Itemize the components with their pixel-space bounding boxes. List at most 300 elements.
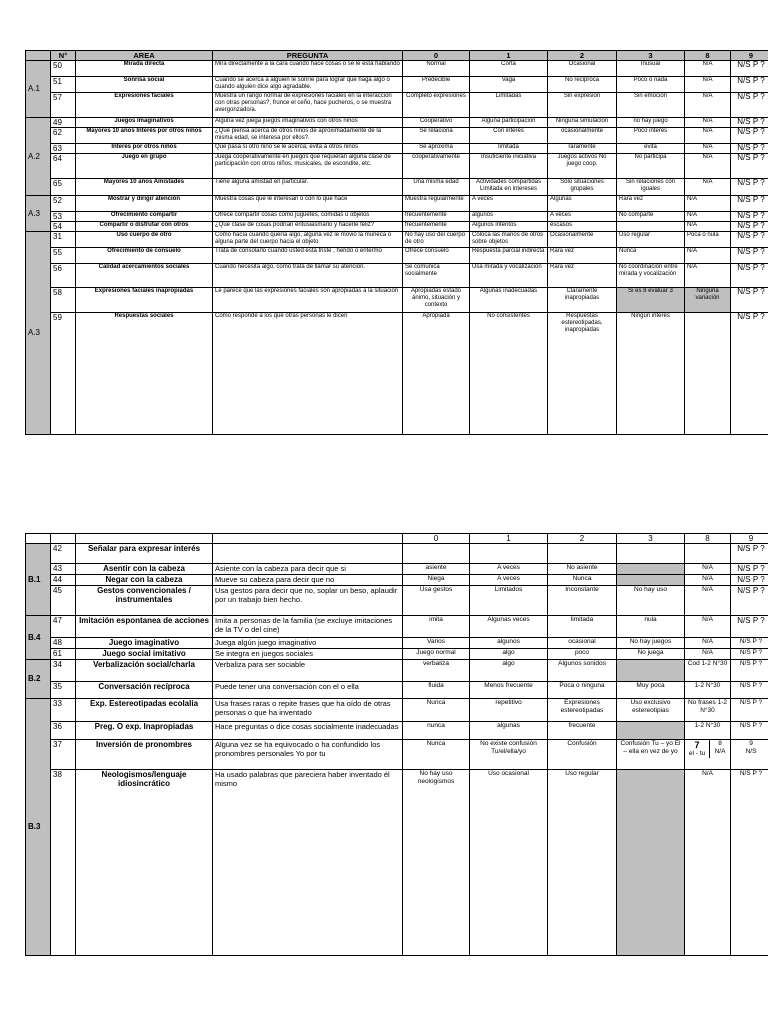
header-score-9: 9 — [731, 534, 768, 544]
score-0-cell: Juego normal — [403, 649, 470, 660]
table-row — [26, 248, 768, 264]
item-area-name: Respuestas sociales — [76, 313, 213, 435]
score-1-cell: Algunas inadecuadas — [470, 288, 548, 313]
score-0-cell: nunca — [403, 722, 470, 740]
score-1-cell: A veces — [470, 575, 548, 586]
score-0-cell: imita — [403, 616, 470, 638]
score-2-cell: Ocasionalmente — [548, 232, 617, 248]
score-1-cell: algunas — [470, 722, 548, 740]
item-number: 47 — [51, 616, 76, 638]
score-1-cell: Limitados — [470, 586, 548, 616]
item-number: 34 — [51, 660, 76, 682]
score-9-cell: N/S P ? — [731, 586, 768, 616]
item-number: 50 — [51, 61, 76, 77]
score-3-cell: Si es 8 evaluar 3 — [617, 288, 685, 313]
item-area-name: Expresiones faciales inapropiadas — [76, 288, 213, 313]
score-3-cell — [617, 722, 685, 740]
score-0-cell: Niega — [403, 575, 470, 586]
item-number: 37 — [51, 740, 76, 770]
item-area-name: Ofrecimiento de consuelo — [76, 248, 213, 264]
header-score-1: 1 — [470, 51, 548, 61]
score-3-cell: no hay juego — [617, 118, 685, 128]
table-row — [26, 638, 768, 649]
item-question: Muestra cosas que le interesan o con lo que hace — [213, 196, 403, 212]
item-area-name: Mayores 10 años Interés por otros niños — [76, 128, 213, 144]
table-row — [26, 649, 768, 660]
score-9-cell: N/S P ? — [731, 722, 768, 740]
score-8-cell: N/A — [685, 179, 731, 196]
score-8-cell: N/A — [685, 649, 731, 660]
score-8-cell: N/A — [685, 128, 731, 144]
item-question: Imita a personas de la familia (se excluye imitaciones de la TV o del cine) — [213, 616, 403, 638]
item-area-name: Ofrecimiento compartir — [76, 212, 213, 222]
score-9-cell: N/S P ? — [731, 222, 768, 232]
item-number: 55 — [51, 248, 76, 264]
item-number: 48 — [51, 638, 76, 649]
header-score-8: 8 — [685, 534, 731, 544]
score-1-cell: No consistentes — [470, 313, 548, 435]
score-0-cell: Apropiadas estado ánimo, situación y contexto — [403, 288, 470, 313]
score-9-cell: N/S P ? — [731, 544, 768, 564]
score-9-cell: N/S P ? — [731, 179, 768, 196]
item-area-name: Interés por otros niños — [76, 144, 213, 154]
score-1-cell: A veces — [470, 564, 548, 575]
header-area: AREA — [76, 51, 213, 61]
score-2-cell: Ninguna simulación — [548, 118, 617, 128]
item-number: 64 — [51, 154, 76, 179]
item-number: 31 — [51, 232, 76, 248]
score-8-cell: N/A — [685, 222, 731, 232]
item-number: 38 — [51, 770, 76, 956]
item-area-name: Exp. Estereotipadas ecolalia — [76, 699, 213, 722]
header-blank — [26, 534, 51, 544]
area-code: A.2 — [26, 118, 51, 196]
area-code: A.1 — [26, 61, 51, 118]
score-0-cell: Se comunica socialmente — [403, 264, 470, 288]
score-9-cell: N/S P ? — [731, 770, 768, 956]
score-0-cell: No hay uso neologismos — [403, 770, 470, 956]
item-number: 62 — [51, 128, 76, 144]
table-row — [26, 222, 768, 232]
score-8-cell: N/A — [685, 616, 731, 638]
score-2-cell: Poca o ninguna — [548, 682, 617, 699]
table-row — [26, 288, 768, 313]
item-question: Verbaliza para ser sociable — [213, 660, 403, 682]
score-9-cell: N/S P ? — [731, 212, 768, 222]
score-9-cell: N/S P ? — [731, 232, 768, 248]
item-number: 65 — [51, 179, 76, 196]
table-row — [26, 544, 768, 564]
assessment-table-1 — [25, 50, 768, 435]
area-code: B.1 — [26, 544, 51, 616]
table-row — [26, 740, 768, 770]
score-8-cell — [685, 544, 731, 564]
score-2-cell: No reciproca — [548, 77, 617, 93]
score-3-cell: Sin emoción — [617, 93, 685, 118]
item-area-name: Conversación recíproca — [76, 682, 213, 699]
score-8-cell: N/A — [685, 93, 731, 118]
item-question: Se integra en juegos sociales — [213, 649, 403, 660]
table-row — [26, 212, 768, 222]
item-question: Como responde a los que otras personas le dicen — [213, 313, 403, 435]
score-8-split-cell — [685, 740, 731, 770]
score-2-cell: Confusión — [548, 740, 617, 770]
score-3-cell: No participa — [617, 154, 685, 179]
item-area-name: Inversión de pronombres — [76, 740, 213, 770]
header-score-3: 3 — [617, 534, 685, 544]
score-9-cell: N/S P ? — [731, 313, 768, 435]
score-3-cell: Uso exclusivo estereotipias — [617, 699, 685, 722]
score-3-cell: Poco interés — [617, 128, 685, 144]
item-number: 49 — [51, 118, 76, 128]
score-8-note: N/A — [714, 748, 726, 755]
item-question: Asiente con la cabeza para decir que si — [213, 564, 403, 575]
score-1-cell: No existe confusión Tu/el/ella/yo — [470, 740, 548, 770]
score-0-cell: Muestra regularmente — [403, 196, 470, 212]
score-0-cell: Predecible — [403, 77, 470, 93]
score-3-cell — [617, 222, 685, 232]
score-2-cell: ocasionalmente — [548, 128, 617, 144]
score-8-cell: 1-2 N°30 — [685, 682, 731, 699]
table-row — [26, 660, 768, 682]
score-2-cell: poco — [548, 649, 617, 660]
score-9-cell: N/S P ? — [731, 264, 768, 288]
score-3-cell: Muy poca — [617, 682, 685, 699]
table-row — [26, 616, 768, 638]
header-score-2: 2 — [548, 534, 617, 544]
item-question: Mueve su cabeza para decir que no — [213, 575, 403, 586]
item-question: Mira directamente a la cara cuando hace cosas o se le está hablando — [213, 61, 403, 77]
item-question: ¿Qué clase de cosas podrían entusiasmarlo y hacerle feliz? — [213, 222, 403, 232]
score-2-cell: A veces — [548, 212, 617, 222]
item-area-name: Juego social imitativo — [76, 649, 213, 660]
score-8-cell: N/A — [685, 144, 731, 154]
item-question: Le parece que las expresiones faciales son apropiadas a la situación — [213, 288, 403, 313]
header-row — [26, 51, 768, 61]
score-8-cell: N/A — [685, 264, 731, 288]
score-8-cell: N/A — [685, 638, 731, 649]
item-question: Que pasa si otro niño se le acerca, evita a otros niños — [213, 144, 403, 154]
score-9-cell: N/S P ? — [731, 248, 768, 264]
item-question: Alguna vez juega juegos imaginativos con otros niños — [213, 118, 403, 128]
score-1-cell: Con interés — [470, 128, 548, 144]
score-3-cell: evita — [617, 144, 685, 154]
item-area-name: Verbalización social/charla — [76, 660, 213, 682]
score-0-cell: Usa gestos — [403, 586, 470, 616]
item-question — [213, 544, 403, 564]
score-9-cell: N/S P ? — [731, 660, 768, 682]
score-1-cell: Alguna participación — [470, 118, 548, 128]
item-number: 33 — [51, 699, 76, 722]
header-score-3: 3 — [617, 51, 685, 61]
table-row — [26, 699, 768, 722]
score-8-cell: N/A — [685, 212, 731, 222]
score-1-cell: A veces — [470, 196, 548, 212]
score-9-value: 9 — [749, 740, 753, 747]
score-8-cell: N/A — [685, 196, 731, 212]
score-1-cell: limitada — [470, 144, 548, 154]
assessment-table-2 — [25, 533, 768, 956]
score-9-cell: N/S P ? — [731, 144, 768, 154]
item-number: 63 — [51, 144, 76, 154]
score-0-cell — [403, 544, 470, 564]
item-area-name: Negar con la cabeza — [76, 575, 213, 586]
item-number: 52 — [51, 196, 76, 212]
header-area — [76, 534, 213, 544]
score-3-cell — [617, 770, 685, 956]
item-area-name: Neologismos/lenguaje idiosincrático — [76, 770, 213, 956]
score-3-cell: nula — [617, 616, 685, 638]
score-2-cell: Sólo situaciones grupales — [548, 179, 617, 196]
table-row — [26, 770, 768, 956]
table-row — [26, 564, 768, 575]
score-0-cell: Se aproxima — [403, 144, 470, 154]
score-1-cell: algo — [470, 660, 548, 682]
score-2-cell: Algunos sonidos — [548, 660, 617, 682]
table-row — [26, 154, 768, 179]
table-row — [26, 682, 768, 699]
item-question: Puede tener una conversación con el o ella — [213, 682, 403, 699]
item-area-name: Asentir con la cabeza — [76, 564, 213, 575]
score-2-cell: Respuestas estereotipadas, inapropiadas — [548, 313, 617, 435]
score-3-cell — [617, 660, 685, 682]
header-question: PREGUNTA — [213, 51, 403, 61]
score-2-cell: No asiente — [548, 564, 617, 575]
score-9-cell: N/S P ? — [731, 154, 768, 179]
header-num — [51, 534, 76, 544]
table-row — [26, 722, 768, 740]
score-3-cell: Ningún interés — [617, 313, 685, 435]
score-0-cell: Completo expresiones — [403, 93, 470, 118]
header-score-9: 9 — [731, 51, 768, 61]
score-8-cell: Poca o nula — [685, 232, 731, 248]
item-question: Ha usado palabras que pareciera haber inventado él mismo — [213, 770, 403, 956]
table-row — [26, 118, 768, 128]
table-row — [26, 264, 768, 288]
item-question: Trata de consolarlo cuando usted está triste , herido o enfermo — [213, 248, 403, 264]
score-3-cell: No hay uso — [617, 586, 685, 616]
score-9-cell: N/S P ? — [731, 638, 768, 649]
score-1-cell: Corta — [470, 61, 548, 77]
score-2-cell: ocasional — [548, 638, 617, 649]
item-question: Cuando necesita algo, como trata de llamar su atención. — [213, 264, 403, 288]
score-0-cell: Normal — [403, 61, 470, 77]
score-3-cell — [617, 575, 685, 586]
score-0-cell: Apropiada — [403, 313, 470, 435]
score-2-cell: Sin expresión — [548, 93, 617, 118]
score-0-cell: fluida — [403, 682, 470, 699]
score-1-cell: algunos — [470, 212, 548, 222]
score-2-cell: limitada — [548, 616, 617, 638]
score-8-cell: N/A — [685, 575, 731, 586]
item-area-name: Mostrar y dirigir atención — [76, 196, 213, 212]
score-1-cell: algo — [470, 649, 548, 660]
header-row — [26, 534, 768, 544]
item-area-name: Expresiones faciales — [76, 93, 213, 118]
header-score-0: 0 — [403, 51, 470, 61]
score-7-value: 7 — [694, 740, 700, 750]
score-2-cell: Juegos activos No juego coop. — [548, 154, 617, 179]
item-area-name: Calidad acercamientos sociales — [76, 264, 213, 288]
table-row — [26, 93, 768, 118]
table-row — [26, 128, 768, 144]
score-1-cell: Uso ocasional — [470, 770, 548, 956]
score-9-split-cell — [731, 740, 768, 770]
score-2-cell: Uso regular — [548, 770, 617, 956]
item-number: 43 — [51, 564, 76, 575]
item-area-name: Uso cuerpo de otro — [76, 232, 213, 248]
score-2-cell: Inconstante — [548, 586, 617, 616]
score-3-cell: Poco o nada — [617, 77, 685, 93]
item-question: Juega algún juego imaginativo — [213, 638, 403, 649]
item-area-name: Compartir o disfrutar con otros — [76, 222, 213, 232]
score-8-cell: N/A — [685, 118, 731, 128]
item-number: 35 — [51, 682, 76, 699]
score-1-cell: Usa mirada y vocalización — [470, 264, 548, 288]
score-3-cell: No juega — [617, 649, 685, 660]
score-8-cell: N/A — [685, 564, 731, 575]
score-2-cell: Nunca — [548, 575, 617, 586]
score-1-cell: Limitadas — [470, 93, 548, 118]
table-row — [26, 586, 768, 616]
score-0-cell: Se relaciona — [403, 128, 470, 144]
score-9-cell: N/S P ? — [731, 649, 768, 660]
score-1-cell: Coloca las manos de otros sobre objetos — [470, 232, 548, 248]
score-9-note: N/S — [745, 748, 757, 755]
score-0-cell: Nunca — [403, 699, 470, 722]
table-row — [26, 313, 768, 435]
table-row — [26, 144, 768, 154]
score-8-cell: N/A — [685, 61, 731, 77]
header-score-8: 8 — [685, 51, 731, 61]
score-3-cell: No comparte — [617, 212, 685, 222]
area-code: A.3 — [26, 196, 51, 232]
score-2-cell: raramente — [548, 144, 617, 154]
score-9-cell: N/S P ? — [731, 564, 768, 575]
score-2-cell: Algunas — [548, 196, 617, 212]
item-area-name: Preg. O exp. Inapropiadas — [76, 722, 213, 740]
item-question: Juega cooperativamente en juegos que requieran alguna clase de participación con otros niños, musicales, de escondite, etc. — [213, 154, 403, 179]
header-score-1: 1 — [470, 534, 548, 544]
score-0-cell: Varios — [403, 638, 470, 649]
area-code: A.3 — [26, 232, 51, 435]
score-9-cell: N/S P ? — [731, 77, 768, 93]
score-0-cell: frecuentemente — [403, 222, 470, 232]
header-blank — [26, 51, 51, 61]
score-9-cell: N/S P ? — [731, 61, 768, 77]
score-9-cell: N/S P ? — [731, 288, 768, 313]
score-2-cell: Rara vez — [548, 248, 617, 264]
item-question: Tiene alguna amistad en particular. — [213, 179, 403, 196]
score-8-cell: N/A — [685, 770, 731, 956]
score-9-cell: N/S P ? — [731, 575, 768, 586]
score-3-cell: Rara vez — [617, 196, 685, 212]
item-area-name: Juegos Imaginativos — [76, 118, 213, 128]
table-row — [26, 575, 768, 586]
score-0-cell: Una misma edad — [403, 179, 470, 196]
area-code: B.2 — [26, 660, 51, 699]
score-2-cell — [548, 544, 617, 564]
score-8-value: 8 — [718, 740, 722, 747]
item-number: 36 — [51, 722, 76, 740]
score-8-cell: N/A — [685, 77, 731, 93]
item-question: Usa frases raras o repite frases que ha oído de otras personas o que ha inventado — [213, 699, 403, 722]
item-number: 53 — [51, 212, 76, 222]
area-code: B.3 — [26, 699, 51, 956]
score-2-cell: escasos — [548, 222, 617, 232]
score-0-cell: asiente — [403, 564, 470, 575]
item-number: 58 — [51, 288, 76, 313]
item-question: ¿Qué piensa acerca de otros niños de aproximadamente de la misma edad, se interesa por ellos?. — [213, 128, 403, 144]
item-number: 61 — [51, 649, 76, 660]
score-1-cell: repetitivo — [470, 699, 548, 722]
score-1-cell — [470, 544, 548, 564]
item-area-name: Sonrisa social — [76, 77, 213, 93]
item-area-name: Gestos convencionales / instrumentales — [76, 586, 213, 616]
score-1-cell: algunos — [470, 638, 548, 649]
score-1-cell: Algunas veces — [470, 616, 548, 638]
item-question: Ofrece compartir cosas como juguetes, comidas u objetos — [213, 212, 403, 222]
score-0-cell: Ofrece consuelo — [403, 248, 470, 264]
item-area-name: Imitación espontanea de acciones — [76, 616, 213, 638]
score-9-cell: N/S P ? — [731, 128, 768, 144]
score-1-cell: Respuesta parcial indirecta — [470, 248, 548, 264]
score-7-note: el - tu — [688, 750, 706, 757]
score-8-cell: N/A — [685, 248, 731, 264]
table-row — [26, 179, 768, 196]
item-number: 51 — [51, 77, 76, 93]
score-9-cell: N/S P ? — [731, 118, 768, 128]
table-row — [26, 232, 768, 248]
item-number: 59 — [51, 313, 76, 435]
score-2-cell: Expresiones estereotipadas — [548, 699, 617, 722]
score-1-cell: Algunos intentos — [470, 222, 548, 232]
item-number: 56 — [51, 264, 76, 288]
score-9-cell: N/S P ? — [731, 682, 768, 699]
score-0-cell: verbaliza — [403, 660, 470, 682]
score-1-cell: Vaga — [470, 77, 548, 93]
item-number: 45 — [51, 586, 76, 616]
score-2-cell: Rara vez — [548, 264, 617, 288]
table-row — [26, 196, 768, 212]
item-number: 44 — [51, 575, 76, 586]
score-3-cell: Nunca — [617, 248, 685, 264]
item-area-name: Mirada directa — [76, 61, 213, 77]
score-3-cell — [617, 564, 685, 575]
item-question: Cuando se acerca a alguien le sonríe para lograr que haga algo o cuando alguien dice algo agradable. — [213, 77, 403, 93]
score-2-cell: frecuente — [548, 722, 617, 740]
score-3-cell: Uso regular — [617, 232, 685, 248]
item-question: Hace preguntas o dice cosas socialmente inadecuadas — [213, 722, 403, 740]
score-8-cell: Ninguna variación — [685, 288, 731, 313]
header-question — [213, 534, 403, 544]
score-1-cell: Insuficiente iniciativa — [470, 154, 548, 179]
item-number: 57 — [51, 93, 76, 118]
area-code: B.4 — [26, 616, 51, 660]
score-3-cell: Inusual — [617, 61, 685, 77]
header-num: N° — [51, 51, 76, 61]
score-1-cell: Menos frecuente — [470, 682, 548, 699]
item-number: 42 — [51, 544, 76, 564]
header-score-0: 0 — [403, 534, 470, 544]
score-0-cell: Nunca — [403, 740, 470, 770]
score-0-cell: Cooperativo — [403, 118, 470, 128]
score-3-cell: No coordinación entre mirada y vocalización — [617, 264, 685, 288]
table-row — [26, 61, 768, 77]
score-9-cell: N/S P ? — [731, 93, 768, 118]
score-8-cell — [685, 313, 731, 435]
score-3-cell: No hay juegos — [617, 638, 685, 649]
